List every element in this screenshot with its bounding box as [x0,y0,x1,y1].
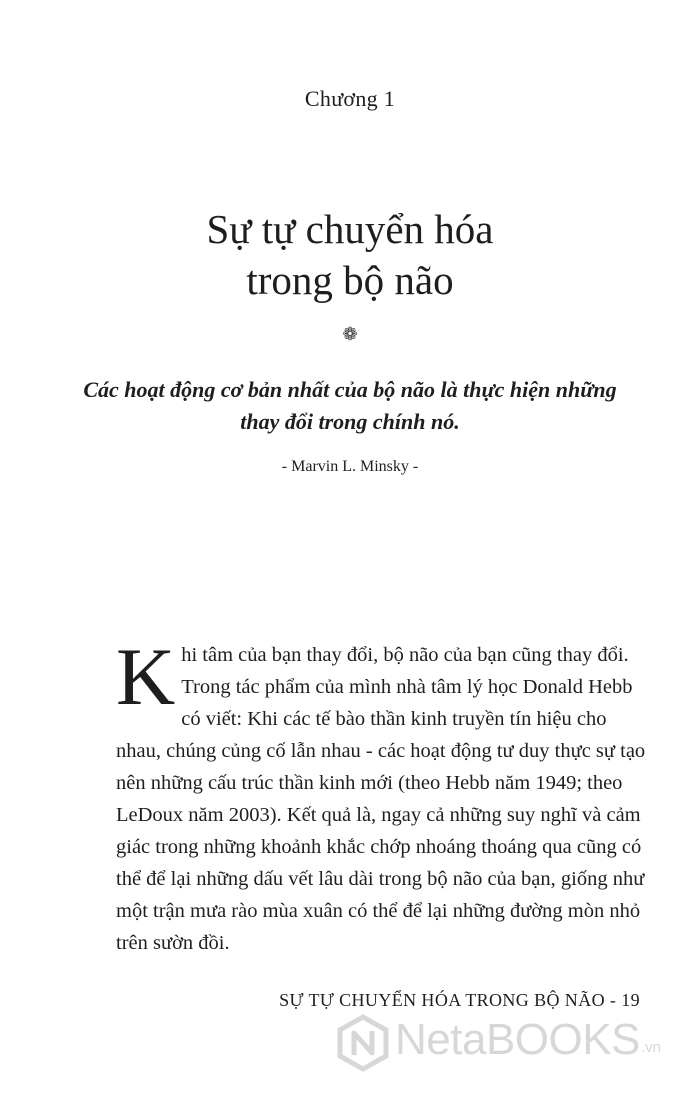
watermark-brand: NetaBOOKS [395,1015,640,1064]
flower-ornament-icon: ❁ [342,324,358,344]
chapter-title [0,204,700,306]
body-paragraph-text: hi tâm của bạn thay đổi, bộ não của bạn cũng thay đổi. Trong tác phẩm của mình nhà tâm lý học Donald Hebb có viết: Khi các tế bào thần kinh truyền tín hiệu cho nhau, chúng củng cố lẫn nhau - các hoạt động tư duy thực sự tạo nên những cấu trúc thần kinh mới (theo Hebb năm 1949; theo LeDoux năm 2003). Kết quả là, ngay cả những suy nghĩ và cảm giác trong những khoảnh khắc chớp nhoáng thoáng qua cũng có thể để lại những dấu vết lâu dài trong bộ não của bạn, giống như một trận mưa rào mùa xuân có thể để lại những đường mòn nhỏ trên sườn đồi. [116,644,646,954]
chapter-title-line-2: trong bộ não [246,257,454,303]
drop-cap: K [116,631,176,722]
running-footer: SỰ TỰ CHUYỂN HÓA TRONG BỘ NÃO - 19 [279,990,640,1010]
netabooks-logo-icon [335,1013,391,1073]
epigraph-quote [0,374,700,438]
epigraph-line-2: thay đổi trong chính nó. [240,409,460,434]
body-paragraph [116,631,646,959]
epigraph-line-1: Các hoạt động cơ bản nhất của bộ não là thực hiện những [83,377,617,402]
watermark-suffix: .vn [641,1039,662,1056]
watermark-logo [335,1013,695,1077]
epigraph-attribution: - Marvin L. Minsky - [281,458,419,475]
chapter-title-line-1: Sự tự chuyển hóa [206,206,494,252]
chapter-label: Chương 1 [304,86,396,111]
